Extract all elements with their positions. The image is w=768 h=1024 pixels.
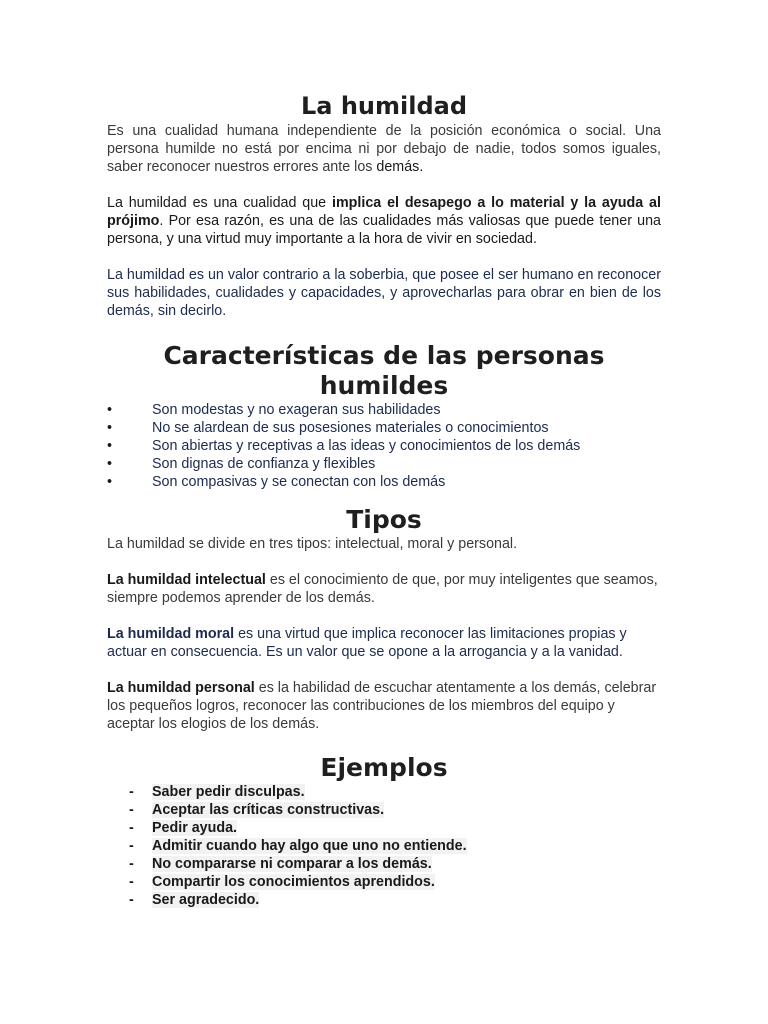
list-item: [107, 801, 661, 819]
list-item: • Son dignas de confianza y flexibles: [107, 455, 661, 473]
tipos-intelectual: [107, 571, 661, 607]
tipos-personal-bold: La humildad personal: [107, 680, 255, 696]
ejemplos-heading: Ejemplos: [320, 753, 448, 782]
list-item-text: Compartir los conocimientos aprendidos.: [152, 874, 435, 890]
list-item-text: No compararse ni comparar a los demás.: [152, 856, 432, 872]
page-title: La humildad: [300, 92, 468, 120]
intro-p2-a: La humildad es una cualidad que: [107, 195, 332, 211]
list-item: • Son modestas y no exageran sus habilidades: [107, 401, 661, 419]
list-item-text: Saber pedir disculpas.: [152, 784, 305, 800]
list-item: • No se alardean de sus posesiones materiales o conocimientos: [107, 419, 661, 437]
tipos-heading: Tipos: [346, 505, 422, 534]
tipos-intelectual-text: es el conocimiento de que, por muy inteligentes que seamos, siempre podemos aprender de los demás.: [107, 572, 658, 606]
list-item-text: Aceptar las críticas constructivas.: [152, 802, 385, 818]
list-item-text: Admitir cuando hay algo que uno no entiende.: [152, 838, 467, 854]
tipos-personal: [107, 679, 661, 733]
document-page: [107, 90, 661, 909]
intro-paragraph-1: [107, 122, 661, 176]
list-item: [107, 855, 661, 873]
ejemplos-list: [107, 783, 661, 909]
intro-p2-b: . Por esa razón, es una de las cualidades más valiosas que puede tener una persona, y una virtud muy importante a la hora de vivir en sociedad.: [107, 213, 661, 247]
tipos-moral-text: es una virtud que implica reconocer las limitaciones propias y actuar en consecuencia. Es un valor que se opone a la arrogancia y a la vanidad.: [107, 626, 627, 660]
tipos-moral: [107, 625, 661, 661]
list-item: [107, 873, 661, 891]
list-item: • Son compasivas y se conectan con los demás: [107, 473, 661, 491]
tipos-moral-bold: La humildad moral: [107, 626, 235, 642]
list-item-text: Ser agradecido.: [152, 892, 260, 908]
list-item: [107, 891, 661, 909]
list-item: • Son abiertas y receptivas a las ideas y conocimientos de los demás: [107, 437, 661, 455]
caracteristicas-heading: Características de las personas humildes: [163, 341, 605, 400]
list-item: [107, 819, 661, 837]
list-item: [107, 783, 661, 801]
intro-p2-bold: implica el desapego a lo material y la ayuda al prójimo: [107, 195, 661, 229]
caracteristicas-list: [107, 401, 661, 491]
intro-paragraph-3: La humildad es un valor contrario a la soberbia, que posee el ser humano en reconocer sus habilidades, cualidades y capacidades, y aprovecharlas para obrar en bien de los demás, sin decirlo.: [107, 267, 661, 319]
tipos-intro: La humildad se divide en tres tipos: intelectual, moral y personal.: [107, 536, 518, 552]
intro-p1-text: Es una cualidad humana independiente de la posición económica o social. Una persona humilde no está por encima ni por debajo de nadie, todos somos iguales, saber reconocer nuestros errores ante los: [107, 123, 661, 175]
tipos-intelectual-bold: La humildad intelectual: [107, 572, 266, 588]
list-item-text: Pedir ayuda.: [152, 820, 238, 836]
intro-paragraph-2: [107, 194, 661, 248]
intro-p1-end: demás.: [376, 159, 424, 175]
list-item: [107, 837, 661, 855]
tipos-personal-text: es la habilidad de escuchar atentamente a los demás, celebrar los pequeños logros, reconocer las contribuciones de los miembros del equipo y aceptar los elogios de los demás.: [107, 680, 657, 732]
